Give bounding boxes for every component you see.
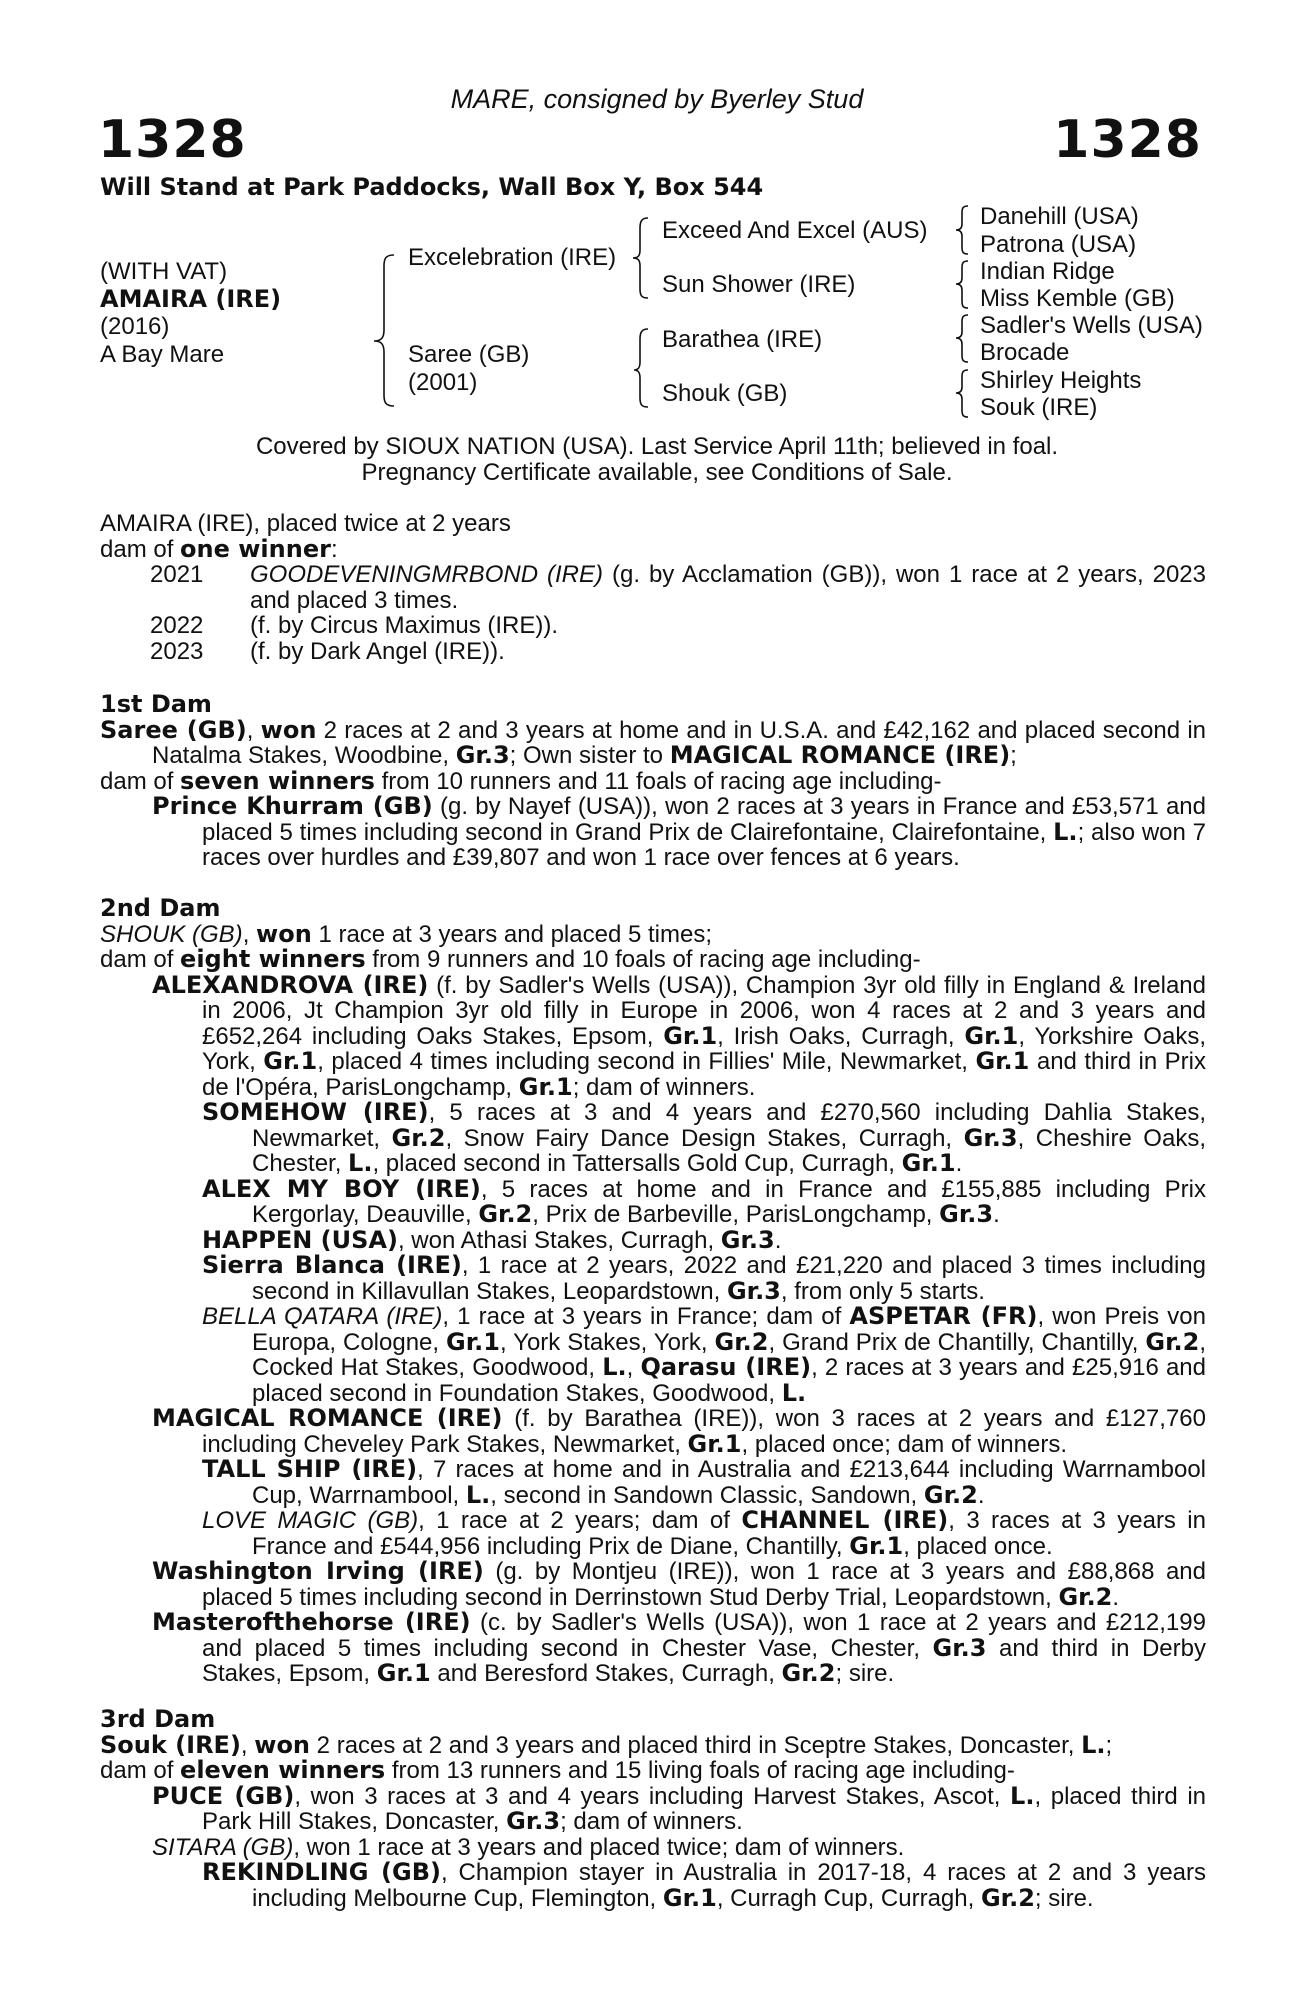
third-dam-produce: dam of eleven winners from 13 runners and 15 living foals of racing age including- [100, 1756, 1015, 1784]
second-dam-produce: dam of eight winners from 9 runners and 10 foals of racing age including- [100, 945, 921, 973]
lot-number-right: 1328 [1053, 110, 1202, 170]
horse-year: (2016) [100, 313, 170, 340]
first-dam-heading: 1st Dam [100, 690, 212, 718]
progeny-entry: MAGICAL ROMANCE (IRE) (f. by Barathea (IRE)), won 3 races at 2 years and £127,760 including Cheveley Park Stakes, Newmarket, Gr.1, placed once; dam of winners. [152, 1404, 1206, 1458]
progeny-entry: SOMEHOW (IRE), 5 races at 3 and 4 years and £270,560 including Dahlia Stakes, Newmarket, Gr.2, Snow Fairy Dance Design Stakes, Curragh, Gr.3, Cheshire Oaks, Chester, L., placed second in Tattersalls Gold Cup, Curragh, Gr.1. [202, 1098, 1206, 1177]
second-dam-section [100, 896, 1206, 1687]
lot-number-left: 1328 [98, 110, 247, 170]
progeny-entry: Masterofthehorse (IRE) (c. by Sadler's Wells (USA)), won 1 race at 2 years and £212,199 and placed 5 times including second in Chester Vase, Chester, Gr.3 and third in Derby Stakes, Epsom, Gr.1 and Beresford Stakes, Curragh, Gr.2; sire. [152, 1608, 1206, 1687]
produce-intro: AMAIRA (IRE), placed twice at 2 years [100, 510, 511, 537]
produce-dam-of: dam of one winner: [100, 534, 338, 563]
progeny-entry: PUCE (GB), won 3 races at 3 and 4 years including Harvest Stakes, Ascot, L., placed third in Park Hill Stakes, Doncaster, Gr.3; dam of winners. [152, 1781, 1207, 1835]
third-dam-record: Souk (IRE), won 2 races at 2 and 3 years and placed third in Sceptre Stakes, Doncaster, L.; [100, 1730, 1113, 1759]
dam-sire: Barathea (IRE) [662, 326, 823, 353]
progeny-entry: Washington Irving (IRE) (g. by Montjeu (IRE)), won 1 race at 3 years and £88,868 and placed 5 times including second in Derrinstown Stud Derby Trial, Leopardstown, Gr.2. [152, 1557, 1206, 1611]
dam-dam: Shouk (GB) [662, 380, 788, 407]
gg-5: Sadler's Wells (USA) [980, 312, 1203, 339]
horse-name: AMAIRA (IRE) [100, 285, 282, 313]
progeny-entry: ALEXANDROVA (IRE) (f. by Sadler's Wells (USA)), Champion 3yr old filly in England & Ireland in 2006, Jt Champion 3yr old filly in Europe in 2006, won 4 races at 2 and 3 years and £652,264 including Oaks Stakes, Epsom, Gr.1, Irish Oaks, Curragh, Gr.1, Yorkshire Oaks, York, Gr.1, placed 4 times including second in Fillies' Mile, Newmarket, Gr.1 and third in Prix de l'Opéra, ParisLongchamp, Gr.1; dam of winners. [152, 970, 1206, 1101]
gg-3: Indian Ridge [980, 258, 1115, 285]
progeny-entry: SITARA (GB), won 1 race at 3 years and placed twice; dam of winners. [152, 1833, 905, 1861]
second-dam-record: SHOUK (GB), won 1 race at 3 years and placed 5 times; [100, 919, 712, 948]
progeny-entry: Sierra Blanca (IRE), 1 race at 2 years, 2022 and £21,220 and placed 3 times including second in Killavullan Stakes, Leopardstown, Gr.3, from only 5 starts. [202, 1251, 1206, 1305]
produce-record [100, 511, 1206, 664]
dam: Saree (GB) [408, 341, 530, 368]
horse-description: A Bay Mare [100, 341, 225, 368]
gg-6: Brocade [980, 339, 1070, 366]
gg-2: Patrona (USA) [980, 231, 1137, 258]
consignor-line: MARE, consigned by Byerley Stud [450, 84, 864, 114]
gg-7: Shirley Heights [980, 367, 1142, 394]
sire-dam: Sun Shower (IRE) [662, 271, 856, 298]
foal-row: 2021 GOODEVENINGMRBOND (IRE) (g. by Acclamation (GB)), won 1 race at 2 years, 2023 and placed 3 times. [150, 561, 1207, 614]
covered-line-2: Pregnancy Certificate available, see Conditions of Sale. [361, 459, 953, 486]
third-dam-section [100, 1707, 1206, 1911]
sire-sire: Exceed And Excel (AUS) [662, 217, 928, 244]
sire: Excelebration (IRE) [408, 244, 617, 271]
covered-note [0, 434, 1314, 486]
stand-location: Will Stand at Park Paddocks, Wall Box Y, Box 544 [100, 173, 764, 201]
progeny-entry: REKINDLING (GB), Champion stayer in Australia in 2017-18, 4 races at 2 and 3 years including Melbourne Cup, Flemington, Gr.1, Curragh Cup, Curragh, Gr.2; sire. [202, 1858, 1207, 1912]
first-dam-record: Saree (GB), won 2 races at 2 and 3 years at home and in U.S.A. and £42,162 and placed second in Natalma Stakes, Woodbine, Gr.3; Own sister to MAGICAL ROMANCE (IRE); [100, 715, 1206, 769]
gg-4: Miss Kemble (GB) [980, 285, 1175, 312]
vat-note: (WITH VAT) [100, 258, 228, 285]
covered-line-1: Covered by SIOUX NATION (USA). Last Service April 11th; believed in foal. [255, 433, 1059, 460]
gg-8: Souk (IRE) [980, 394, 1098, 421]
progeny-entry: TALL SHIP (IRE), 7 races at home and in Australia and £213,644 including Warrnambool Cup, Warrnambool, L., second in Sandown Classic, Sandown, Gr.2. [202, 1455, 1206, 1509]
progeny-entry: LOVE MAGIC (GB), 1 race at 2 years; dam of CHANNEL (IRE), 3 races at 3 years in France and £544,956 including Prix de Diane, Chantilly, Gr.1, placed once. [202, 1506, 1206, 1560]
gg-1: Danehill (USA) [980, 203, 1139, 230]
third-dam-heading: 3rd Dam [100, 1705, 216, 1733]
progeny-entry: HAPPEN (USA), won Athasi Stakes, Curragh, Gr.3. [202, 1225, 782, 1254]
progeny-entry: BELLA QATARA (IRE), 1 race at 3 years in France; dam of ASPETAR (FR), won Preis von Europa, Cologne, Gr.1, York Stakes, York, Gr.2, Grand Prix de Chantilly, Chantilly, Gr.2, Cocked Hat Stakes, Goodwood, L., Qarasu (IRE), 2 races at 3 years and £25,916 and placed second in Foundation Stakes, Goodwood, L. [202, 1302, 1207, 1407]
foal-row: 2022 (f. by Circus Maximus (IRE)). [150, 612, 559, 639]
progeny-entry: ALEX MY BOY (IRE), 5 races at home and in France and £155,885 including Prix Kergorlay, Deauville, Gr.2, Prix de Barbeville, ParisLongchamp, Gr.3. [202, 1174, 1206, 1228]
foal-row: 2023 (f. by Dark Angel (IRE)). [150, 637, 505, 665]
second-dam-heading: 2nd Dam [100, 894, 221, 922]
first-dam-produce: dam of seven winners from 10 runners and 11 foals of racing age including- [100, 766, 942, 795]
first-dam-section [100, 692, 1206, 871]
progeny-entry: Prince Khurram (GB) (g. by Nayef (USA)), won 2 races at 3 years in France and £53,571 and placed 5 times including second in Grand Prix de Clairefontaine, Clairefontaine, L.; also won 7 races over hurdles and £39,807 and won 1 race over fences at 6 years. [152, 792, 1207, 871]
dam-year: (2001) [408, 369, 478, 396]
